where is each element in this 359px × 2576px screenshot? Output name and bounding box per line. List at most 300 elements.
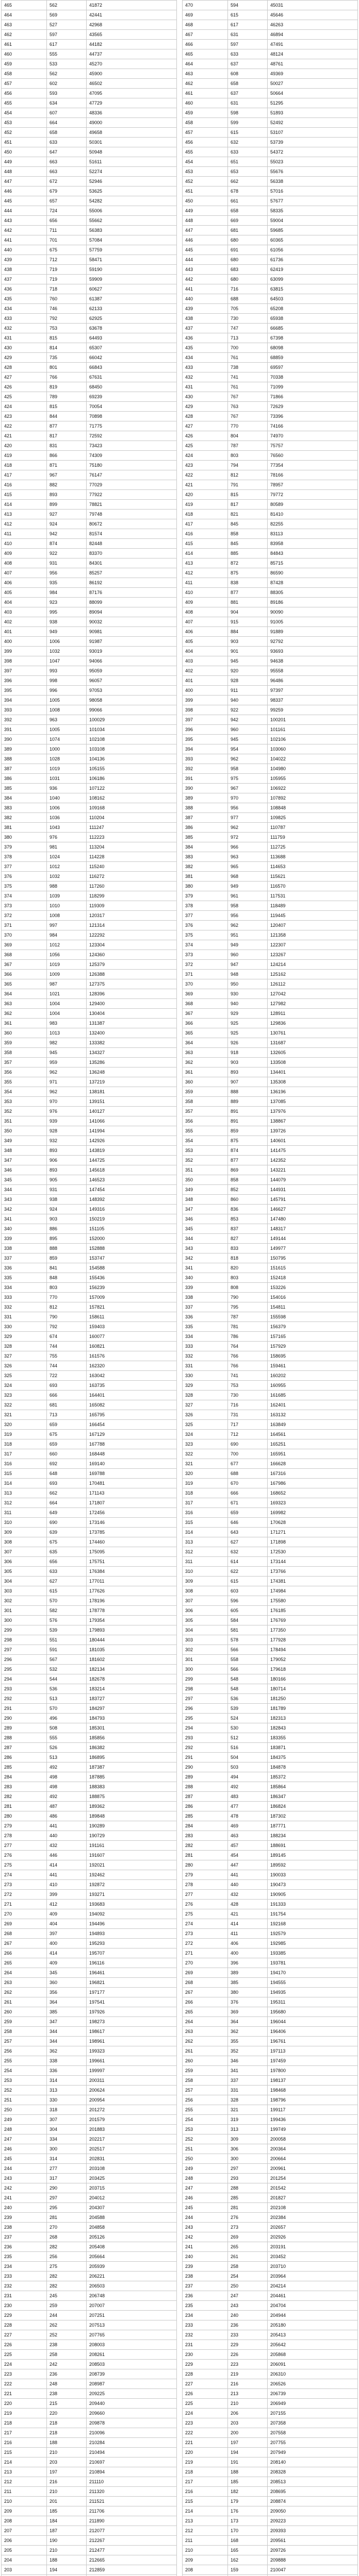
score-cell: 324 xyxy=(2,1381,47,1391)
table-row xyxy=(2,656,177,666)
score-cell: 237 xyxy=(183,2281,228,2291)
count-cell: 362 xyxy=(228,2027,268,2037)
score-cell: 389 xyxy=(2,744,47,754)
cumulative-cell: 119445 xyxy=(268,911,358,921)
count-cell: 658 xyxy=(47,128,87,138)
table-row xyxy=(183,40,358,49)
score-cell: 372 xyxy=(2,911,47,921)
table-row xyxy=(183,2066,358,2076)
score-cell: 394 xyxy=(2,696,47,705)
table-row xyxy=(2,1165,177,1175)
cumulative-cell: 93019 xyxy=(87,647,177,656)
count-cell: 789 xyxy=(47,392,87,402)
count-cell: 981 xyxy=(47,842,87,852)
table-row xyxy=(183,2350,358,2360)
cumulative-cell: 113204 xyxy=(87,842,177,852)
score-cell: 284 xyxy=(2,1772,47,1782)
score-cell: 369 xyxy=(183,989,228,999)
count-cell: 818 xyxy=(228,1253,268,1263)
score-cell: 380 xyxy=(183,882,228,891)
score-cell: 213 xyxy=(183,2516,228,2526)
score-cell: 230 xyxy=(183,2350,228,2360)
cumulative-cell: 169323 xyxy=(268,1498,358,1508)
table-row xyxy=(2,921,177,930)
table-row xyxy=(183,2164,358,2174)
table-row xyxy=(183,1430,358,1439)
score-cell: 203 xyxy=(2,2565,47,2575)
count-cell: 881 xyxy=(228,598,268,607)
table-row xyxy=(183,1792,358,1802)
cumulative-cell: 199323 xyxy=(87,2046,177,2056)
score-cell: 228 xyxy=(183,2369,228,2379)
count-cell: 836 xyxy=(228,1205,268,1214)
table-row xyxy=(2,2252,177,2262)
count-cell: 995 xyxy=(47,607,87,617)
cumulative-cell: 186382 xyxy=(87,1743,177,1753)
table-row xyxy=(2,245,177,255)
count-cell: 812 xyxy=(228,470,268,480)
score-cell: 278 xyxy=(183,1880,228,1890)
table-row xyxy=(183,519,358,529)
count-cell: 281 xyxy=(47,2213,87,2223)
table-row xyxy=(2,1557,177,1567)
score-cell: 272 xyxy=(183,1939,228,1948)
cumulative-cell: 76147 xyxy=(87,470,177,480)
table-row xyxy=(2,1224,177,1234)
score-cell: 210 xyxy=(2,2497,47,2506)
cumulative-cell: 127042 xyxy=(268,989,358,999)
score-cell: 367 xyxy=(2,960,47,970)
score-cell: 451 xyxy=(2,138,47,147)
count-cell: 191 xyxy=(228,2458,268,2467)
count-cell: 938 xyxy=(47,617,87,627)
cumulative-cell: 174381 xyxy=(268,1577,358,1586)
cumulative-cell: 111247 xyxy=(87,823,177,833)
score-cell: 217 xyxy=(2,2428,47,2438)
score-cell: 448 xyxy=(2,167,47,177)
table-row xyxy=(2,98,177,108)
score-cell: 467 xyxy=(183,30,228,40)
count-cell: 963 xyxy=(228,852,268,862)
table-row xyxy=(2,911,177,921)
cumulative-cell: 122292 xyxy=(87,930,177,940)
cumulative-cell: 55662 xyxy=(87,216,177,226)
cumulative-cell: 57084 xyxy=(87,235,177,245)
cumulative-cell: 152418 xyxy=(268,1273,358,1283)
table-row xyxy=(183,1674,358,1684)
score-cell: 282 xyxy=(183,1841,228,1851)
count-cell: 362 xyxy=(47,2046,87,2056)
score-cell: 316 xyxy=(2,1459,47,1469)
count-cell: 841 xyxy=(47,1263,87,1273)
count-cell: 338 xyxy=(47,2056,87,2066)
table-row xyxy=(183,1518,358,1528)
count-cell: 633 xyxy=(47,1567,87,1577)
count-cell: 627 xyxy=(47,1577,87,1586)
score-cell: 229 xyxy=(183,2360,228,2369)
count-cell: 269 xyxy=(228,2232,268,2242)
table-row xyxy=(2,2428,177,2438)
score-cell: 212 xyxy=(183,2526,228,2536)
score-cell: 321 xyxy=(2,1410,47,1420)
cumulative-cell: 208003 xyxy=(87,2340,177,2350)
table-row xyxy=(2,1508,177,1518)
cumulative-cell: 145618 xyxy=(87,1165,177,1175)
cumulative-cell: 104980 xyxy=(268,764,358,774)
score-cell: 450 xyxy=(183,196,228,206)
cumulative-cell: 98058 xyxy=(87,696,177,705)
score-cell: 355 xyxy=(183,1126,228,1136)
table-row xyxy=(183,2497,358,2506)
score-cell: 457 xyxy=(2,79,47,89)
score-cell: 413 xyxy=(183,558,228,568)
score-cell: 251 xyxy=(2,2095,47,2105)
table-row xyxy=(2,1038,177,1048)
cumulative-cell: 89094 xyxy=(87,607,177,617)
cumulative-cell: 204858 xyxy=(87,2223,177,2232)
cumulative-cell: 74970 xyxy=(268,431,358,441)
score-cell: 327 xyxy=(183,1400,228,1410)
table-row xyxy=(2,2056,177,2066)
table-row xyxy=(2,1851,177,1860)
table-row xyxy=(2,2516,177,2526)
count-cell: 219 xyxy=(228,2369,268,2379)
score-cell: 244 xyxy=(183,2213,228,2223)
table-row xyxy=(183,392,358,402)
table-row xyxy=(183,764,358,774)
cumulative-cell: 173146 xyxy=(87,1518,177,1528)
score-cell: 453 xyxy=(2,118,47,128)
count-cell: 987 xyxy=(47,979,87,989)
cumulative-cell: 191754 xyxy=(268,1909,358,1919)
count-cell: 895 xyxy=(47,1234,87,1244)
count-cell: 660 xyxy=(47,1449,87,1459)
score-cell: 455 xyxy=(2,98,47,108)
table-row xyxy=(183,490,358,500)
table-row xyxy=(2,1342,177,1351)
table-row xyxy=(183,382,358,392)
score-cell: 464 xyxy=(183,59,228,69)
table-row xyxy=(183,1802,358,1811)
table-row xyxy=(183,304,358,314)
count-cell: 240 xyxy=(228,2311,268,2320)
score-cell: 276 xyxy=(183,1900,228,1909)
score-cell: 317 xyxy=(183,1498,228,1508)
score-cell: 331 xyxy=(2,1312,47,1322)
table-row xyxy=(2,1273,177,1283)
table-row xyxy=(183,1205,358,1214)
cumulative-cell: 53107 xyxy=(268,128,358,138)
count-cell: 591 xyxy=(47,1645,87,1655)
count-cell: 683 xyxy=(228,265,268,275)
cumulative-cell: 207155 xyxy=(268,2409,358,2418)
score-cell: 285 xyxy=(2,1762,47,1772)
score-cell: 269 xyxy=(2,1919,47,1929)
cumulative-cell: 163042 xyxy=(87,1371,177,1381)
score-cell: 395 xyxy=(2,686,47,696)
cumulative-cell: 185301 xyxy=(87,1723,177,1733)
score-cell: 396 xyxy=(183,725,228,735)
score-cell: 444 xyxy=(2,206,47,216)
table-row xyxy=(183,735,358,744)
cumulative-cell: 170481 xyxy=(87,1479,177,1488)
cumulative-cell: 203108 xyxy=(87,2164,177,2174)
score-cell: 232 xyxy=(2,2281,47,2291)
cumulative-cell: 56338 xyxy=(268,177,358,187)
score-cell: 344 xyxy=(183,1234,228,1244)
table-row xyxy=(183,549,358,558)
count-cell: 503 xyxy=(228,1762,268,1772)
table-row xyxy=(183,2399,358,2409)
table-row xyxy=(2,1469,177,1479)
table-row xyxy=(183,1577,358,1586)
score-cell: 336 xyxy=(183,1312,228,1322)
cumulative-cell: 63099 xyxy=(268,275,358,284)
score-cell: 341 xyxy=(183,1263,228,1273)
score-cell: 359 xyxy=(183,1087,228,1097)
cumulative-cell: 197177 xyxy=(87,1988,177,1997)
score-cell: 261 xyxy=(2,1997,47,2007)
score-cell: 452 xyxy=(2,128,47,138)
cumulative-cell: 77922 xyxy=(87,490,177,500)
cumulative-cell: 44182 xyxy=(87,40,177,49)
cumulative-cell: 184793 xyxy=(87,1714,177,1723)
table-row xyxy=(183,1968,358,1978)
cumulative-cell: 190905 xyxy=(268,1890,358,1900)
score-cell: 233 xyxy=(2,2272,47,2281)
score-cell: 415 xyxy=(2,490,47,500)
count-cell: 210 xyxy=(47,2448,87,2458)
table-row xyxy=(183,1528,358,1537)
count-cell: 927 xyxy=(47,510,87,519)
score-cell: 363 xyxy=(2,999,47,1009)
cumulative-cell: 204588 xyxy=(87,2213,177,2223)
count-cell: 922 xyxy=(47,549,87,558)
count-cell: 631 xyxy=(228,98,268,108)
table-row xyxy=(2,294,177,304)
table-row xyxy=(2,1860,177,1870)
table-row xyxy=(183,187,358,196)
score-cell: 263 xyxy=(183,2027,228,2037)
count-cell: 903 xyxy=(228,1058,268,1067)
cumulative-cell: 205413 xyxy=(268,2330,358,2340)
table-row xyxy=(2,1753,177,1762)
count-cell: 760 xyxy=(47,294,87,304)
count-cell: 731 xyxy=(228,1410,268,1420)
score-cell: 385 xyxy=(183,833,228,842)
cumulative-cell: 184297 xyxy=(87,1704,177,1714)
count-cell: 705 xyxy=(228,304,268,314)
count-cell: 967 xyxy=(228,784,268,793)
score-cell: 322 xyxy=(2,1400,47,1410)
count-cell: 1013 xyxy=(47,1028,87,1038)
cumulative-cell: 173144 xyxy=(268,1557,358,1567)
table-row xyxy=(183,568,358,578)
count-cell: 1056 xyxy=(47,950,87,960)
count-cell: 486 xyxy=(47,1811,87,1821)
cumulative-cell: 187885 xyxy=(87,1772,177,1782)
score-cell: 396 xyxy=(2,676,47,686)
score-cell: 343 xyxy=(183,1244,228,1253)
table-row xyxy=(183,1371,358,1381)
count-cell: 1004 xyxy=(47,1009,87,1019)
cumulative-cell: 151615 xyxy=(268,1263,358,1273)
table-row xyxy=(183,1361,358,1371)
cumulative-cell: 109825 xyxy=(268,813,358,823)
count-cell: 852 xyxy=(228,1185,268,1195)
score-cell: 300 xyxy=(183,1665,228,1674)
cumulative-cell: 167788 xyxy=(87,1439,177,1449)
cumulative-cell: 189145 xyxy=(268,1851,358,1860)
score-cell: 236 xyxy=(183,2291,228,2301)
cumulative-cell: 89186 xyxy=(268,598,358,607)
count-cell: 858 xyxy=(228,529,268,539)
count-cell: 259 xyxy=(47,2301,87,2311)
count-cell: 536 xyxy=(228,1694,268,1704)
score-cell: 356 xyxy=(183,1116,228,1126)
score-cell: 400 xyxy=(183,686,228,696)
count-cell: 414 xyxy=(228,1919,268,1929)
score-cell: 392 xyxy=(2,715,47,725)
count-cell: 293 xyxy=(228,2174,268,2183)
count-cell: 744 xyxy=(47,1361,87,1371)
count-cell: 962 xyxy=(228,754,268,764)
cumulative-cell: 191161 xyxy=(87,1841,177,1851)
count-cell: 635 xyxy=(47,1547,87,1557)
cumulative-cell: 170628 xyxy=(268,1518,358,1528)
table-row xyxy=(183,930,358,940)
cumulative-cell: 79748 xyxy=(87,510,177,519)
table-row xyxy=(183,1283,358,1293)
cumulative-cell: 195680 xyxy=(268,2007,358,2017)
score-cell: 437 xyxy=(2,275,47,284)
count-cell: 397 xyxy=(47,1929,87,1939)
table-row xyxy=(2,696,177,705)
cumulative-cell: 88305 xyxy=(268,588,358,598)
table-row xyxy=(2,2389,177,2399)
table-row xyxy=(183,138,358,147)
count-cell: 313 xyxy=(228,2125,268,2134)
score-cell: 258 xyxy=(2,2027,47,2037)
score-cell: 434 xyxy=(183,353,228,363)
score-cell: 224 xyxy=(183,2409,228,2418)
table-row xyxy=(183,353,358,363)
cumulative-cell: 211521 xyxy=(87,2497,177,2506)
score-cell: 289 xyxy=(2,1723,47,1733)
score-cell: 214 xyxy=(2,2458,47,2467)
score-cell: 445 xyxy=(2,196,47,206)
table-row xyxy=(2,30,177,40)
cumulative-cell: 196461 xyxy=(87,1968,177,1978)
score-cell: 252 xyxy=(2,2086,47,2095)
table-row xyxy=(2,2458,177,2467)
cumulative-cell: 206526 xyxy=(268,2379,358,2389)
cumulative-cell: 138181 xyxy=(87,1087,177,1097)
count-cell: 614 xyxy=(228,1557,268,1567)
count-cell: 761 xyxy=(228,382,268,392)
score-cell: 403 xyxy=(183,656,228,666)
cumulative-cell: 188234 xyxy=(268,1831,358,1841)
cumulative-cell: 45270 xyxy=(87,59,177,69)
score-cell: 312 xyxy=(2,1498,47,1508)
score-cell: 335 xyxy=(2,1273,47,1283)
table-row xyxy=(183,2311,358,2320)
count-cell: 688 xyxy=(228,294,268,304)
count-cell: 713 xyxy=(228,333,268,343)
count-cell: 1008 xyxy=(47,705,87,715)
cumulative-cell: 141994 xyxy=(87,1126,177,1136)
cumulative-cell: 129400 xyxy=(87,999,177,1009)
cumulative-cell: 152000 xyxy=(87,1234,177,1244)
cumulative-cell: 110204 xyxy=(87,813,177,823)
score-cell: 460 xyxy=(2,49,47,59)
table-row xyxy=(2,1253,177,1263)
cumulative-cell: 66843 xyxy=(87,363,177,372)
count-cell: 833 xyxy=(228,1244,268,1253)
table-row xyxy=(183,265,358,275)
score-cell: 435 xyxy=(183,343,228,353)
cumulative-cell: 149316 xyxy=(87,1205,177,1214)
table-row xyxy=(183,2203,358,2213)
score-cell: 246 xyxy=(183,2193,228,2203)
table-row xyxy=(183,235,358,245)
score-cell: 241 xyxy=(2,2193,47,2203)
cumulative-cell: 209223 xyxy=(268,2516,358,2526)
count-cell: 926 xyxy=(228,1038,268,1048)
table-row xyxy=(183,10,358,20)
table-row xyxy=(183,2546,358,2555)
score-cell: 249 xyxy=(2,2115,47,2125)
count-cell: 976 xyxy=(47,833,87,842)
score-cell: 344 xyxy=(2,1185,47,1195)
count-cell: 786 xyxy=(228,1332,268,1342)
score-cell: 399 xyxy=(183,696,228,705)
count-cell: 983 xyxy=(47,1019,87,1028)
table-row xyxy=(183,1439,358,1449)
table-row xyxy=(183,676,358,686)
score-cell: 432 xyxy=(183,372,228,382)
score-cell: 335 xyxy=(183,1322,228,1332)
score-cell: 358 xyxy=(183,1097,228,1107)
table-row xyxy=(2,1048,177,1058)
cumulative-cell: 192462 xyxy=(87,1870,177,1880)
count-cell: 904 xyxy=(228,607,268,617)
count-cell: 295 xyxy=(47,2203,87,2213)
count-cell: 1039 xyxy=(47,891,87,901)
score-cell: 233 xyxy=(183,2320,228,2330)
score-cell: 257 xyxy=(2,2037,47,2046)
cumulative-cell: 116570 xyxy=(268,882,358,891)
cumulative-cell: 49658 xyxy=(87,128,177,138)
score-cell: 362 xyxy=(183,1058,228,1067)
cumulative-cell: 47491 xyxy=(268,40,358,49)
count-cell: 570 xyxy=(47,1704,87,1714)
count-cell: 182 xyxy=(228,2487,268,2497)
cumulative-cell: 101161 xyxy=(268,725,358,735)
cumulative-cell: 77029 xyxy=(87,480,177,490)
cumulative-cell: 115240 xyxy=(87,862,177,872)
cumulative-cell: 200954 xyxy=(87,2095,177,2105)
count-cell: 498 xyxy=(47,1782,87,1792)
count-cell: 801 xyxy=(47,363,87,372)
score-cell: 324 xyxy=(183,1430,228,1439)
count-cell: 185 xyxy=(228,2477,268,2487)
score-cell: 402 xyxy=(183,666,228,676)
count-cell: 688 xyxy=(228,1469,268,1479)
cumulative-cell: 171143 xyxy=(87,1488,177,1498)
count-cell: 859 xyxy=(228,1126,268,1136)
cumulative-cell: 133382 xyxy=(87,1038,177,1048)
